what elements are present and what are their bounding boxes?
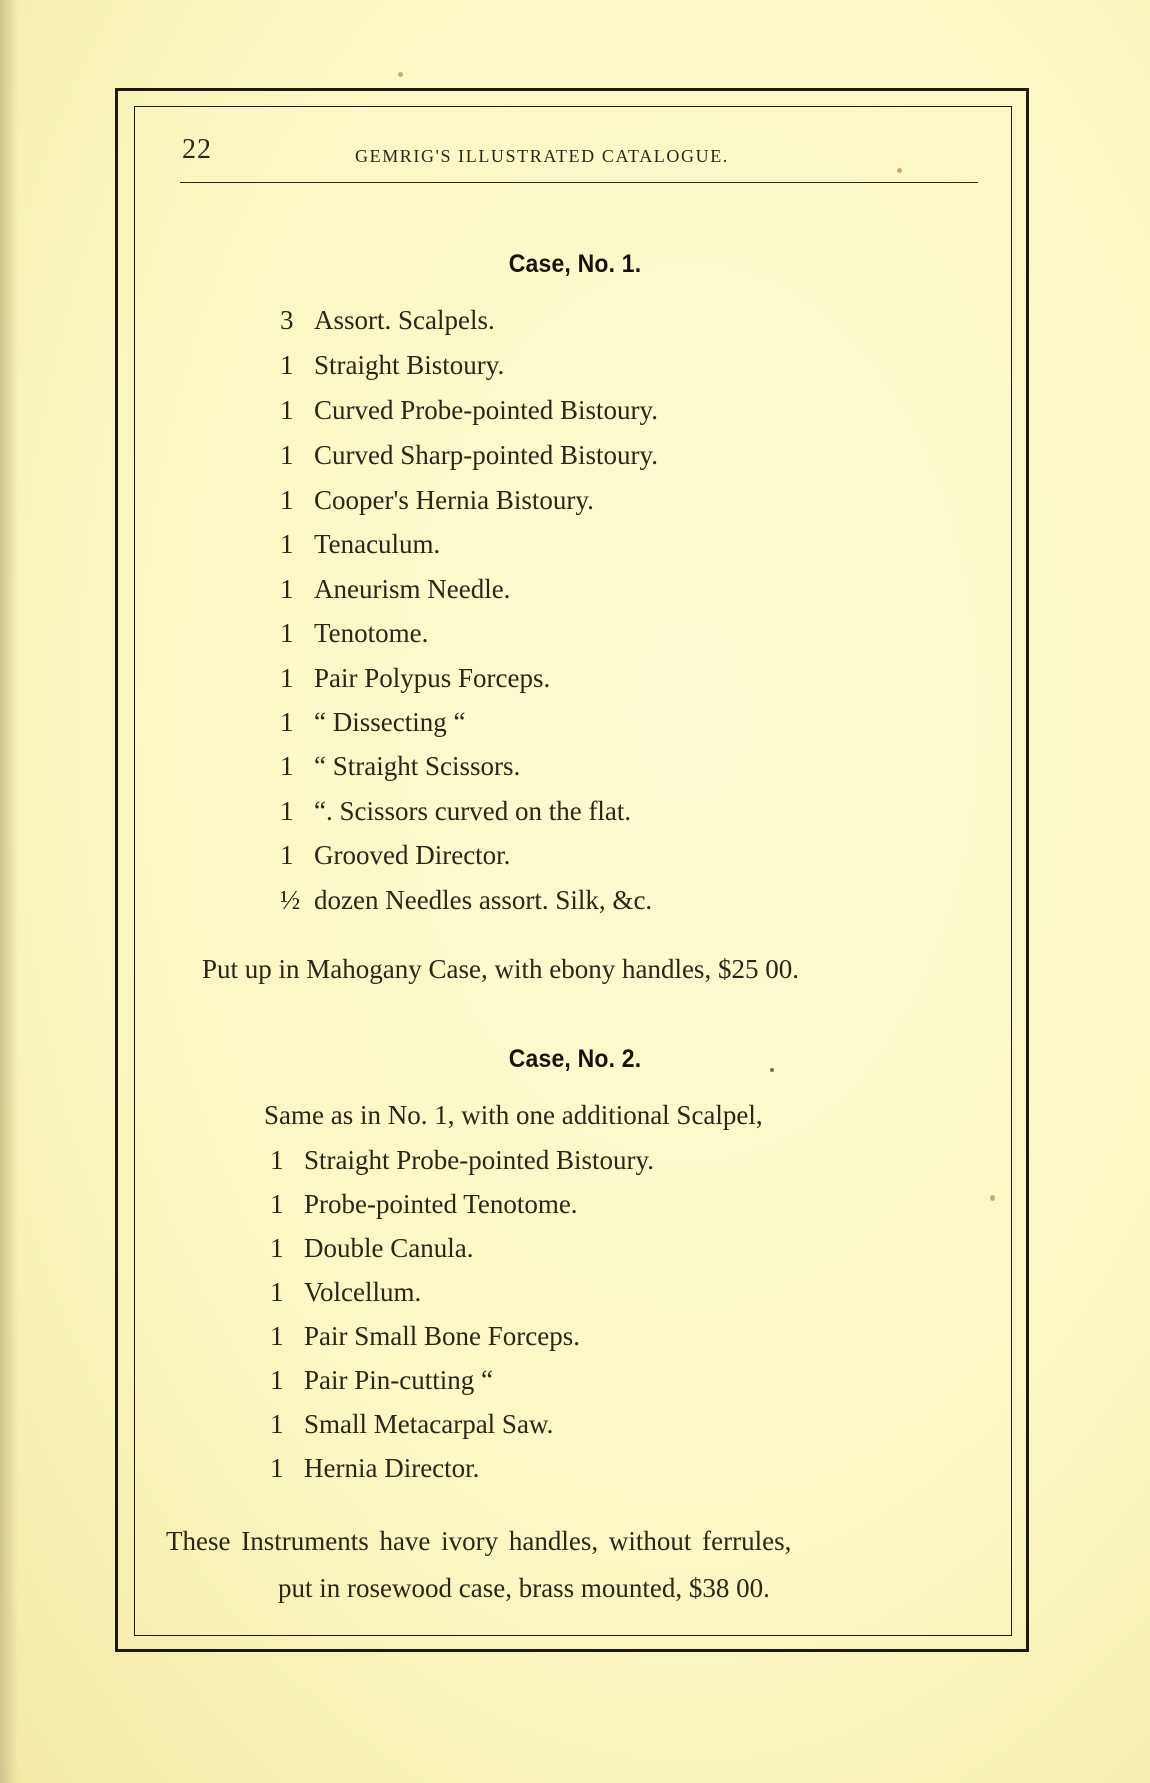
item-text: Curved Sharp-pointed Bistoury. — [314, 440, 658, 470]
item-text: “. Scissors curved on the flat. — [314, 796, 632, 826]
case-2-summary-line-2: put in rosewood case, brass mounted, $38 00. — [278, 1573, 770, 1603]
paper-speck — [398, 72, 403, 77]
list-item — [270, 1144, 654, 1176]
list-item — [280, 839, 510, 871]
case-2-intro: Same as in No. 1, with one additional Scalpel, — [264, 1100, 763, 1130]
item-text: Straight Bistoury. — [314, 350, 505, 380]
paper-speck — [770, 1068, 774, 1072]
list-item — [280, 304, 495, 336]
item-text: Volcellum. — [304, 1277, 422, 1307]
list-item — [280, 662, 550, 694]
item-text: Pair Pin-cutting “ — [304, 1365, 493, 1395]
list-item — [280, 484, 594, 516]
list-item — [270, 1320, 580, 1352]
item-quantity: 1 — [270, 1277, 284, 1307]
item-text: Pair Polypus Forceps. — [314, 663, 551, 693]
case-2-summary-line-1: These Instruments have ivory handles, without ferrules, — [166, 1526, 792, 1556]
item-text: Assort. Scalpels. — [314, 305, 495, 335]
running-title: GEMRIG'S ILLUSTRATED CATALOGUE. — [355, 146, 729, 166]
item-quantity: 1 — [280, 618, 294, 648]
item-quantity: 1 — [280, 485, 294, 515]
list-item — [270, 1276, 421, 1308]
list-item — [270, 1452, 479, 1484]
item-quantity: 1 — [280, 574, 294, 604]
list-item — [280, 573, 510, 605]
item-quantity: 1 — [270, 1145, 284, 1175]
list-item — [280, 394, 658, 426]
item-text: Grooved Director. — [314, 840, 511, 870]
item-text: dozen Needles assort. Silk, &c. — [314, 885, 653, 915]
item-text: Small Metacarpal Saw. — [304, 1409, 554, 1439]
item-quantity: 1 — [280, 796, 294, 826]
item-quantity: 1 — [280, 663, 294, 693]
page-edge-shadow — [0, 0, 18, 1783]
item-quantity: 1 — [270, 1233, 284, 1263]
item-text: Aneurism Needle. — [314, 574, 511, 604]
header-rule — [180, 182, 978, 183]
paper-speck — [897, 168, 902, 173]
item-quantity: 1 — [270, 1321, 284, 1351]
list-item — [280, 750, 520, 782]
item-quantity: 1 — [270, 1365, 284, 1395]
item-text: Double Canula. — [304, 1233, 474, 1263]
item-quantity: 1 — [280, 395, 294, 425]
list-item — [280, 617, 428, 649]
item-quantity: 1 — [270, 1189, 284, 1219]
item-text: Tenotome. — [314, 618, 429, 648]
item-text: Pair Small Bone Forceps. — [304, 1321, 580, 1351]
item-text: Cooper's Hernia Bistoury. — [314, 485, 594, 515]
list-item — [270, 1408, 553, 1440]
list-item — [270, 1188, 578, 1220]
item-text: Straight Probe-pointed Bistoury. — [304, 1145, 654, 1175]
list-item — [280, 349, 504, 381]
item-text: Hernia Director. — [304, 1453, 480, 1483]
item-quantity: 1 — [280, 707, 294, 737]
list-item — [270, 1364, 493, 1396]
list-item — [280, 795, 631, 827]
page-number: 22 — [182, 134, 212, 165]
item-quantity: 1 — [280, 529, 294, 559]
list-item — [280, 706, 465, 738]
item-quantity: 1 — [270, 1409, 284, 1439]
inner-border — [134, 106, 1012, 1636]
list-item — [280, 439, 658, 471]
case-1-summary: Put up in Mahogany Case, with ebony handles, $25 00. — [202, 954, 799, 984]
item-quantity: 3 — [280, 305, 294, 335]
item-quantity: 1 — [280, 751, 294, 781]
item-quantity: ½ — [280, 885, 301, 915]
item-text: Curved Probe-pointed Bistoury. — [314, 395, 658, 425]
item-quantity: 1 — [270, 1453, 284, 1483]
list-item — [280, 884, 652, 916]
item-text: “ Dissecting “ — [314, 707, 466, 737]
list-item — [280, 528, 440, 560]
item-text: “ Straight Scissors. — [314, 751, 521, 781]
paper-speck — [990, 1195, 995, 1201]
case-1-title: Case, No. 1. — [508, 250, 642, 278]
item-quantity: 1 — [280, 350, 294, 380]
item-quantity: 1 — [280, 440, 294, 470]
item-text: Tenaculum. — [314, 529, 441, 559]
item-text: Probe-pointed Tenotome. — [304, 1189, 578, 1219]
list-item — [270, 1232, 473, 1264]
item-quantity: 1 — [280, 840, 294, 870]
case-2-title: Case, No. 2. — [508, 1045, 642, 1073]
